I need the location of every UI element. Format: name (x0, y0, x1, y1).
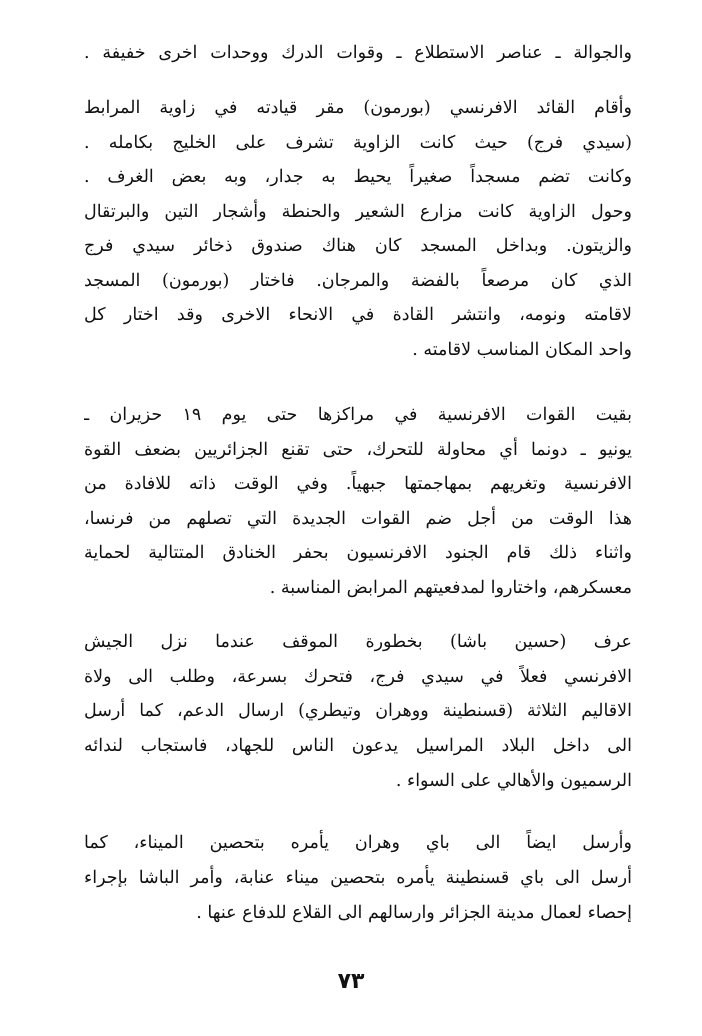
text-line: هذا الوقت من أجل ضم القوات الجديدة التي تصلهم من فرنسا، (84, 508, 632, 529)
paragraph-french-forces-positions (84, 398, 632, 605)
text-line: الرسميون والأهالي على السواء . (395, 770, 632, 791)
text-line: معسكرهم، واختاروا لمدفعيتهم المرابض المناسبة . (269, 577, 632, 598)
text-line: وأرسل ايضاً الى باي وهران يأمره بتحصين الميناء، كما (84, 833, 632, 853)
continuation-line: والجوالة ـ عناصر الاستطلاع ـ وقوات الدرك ووحدات اخرى خفيفة . (84, 43, 632, 63)
text-line: وأقام القائد الافرنسي (بورمون) مقر قيادته في زاوية المرابط (84, 98, 632, 118)
paragraph-bourmont-headquarters (84, 91, 632, 367)
text-line: أرسل الى باي قسنطينة يأمره بتحصين ميناء عنابة، وأمر الباشا بإجراء (84, 868, 632, 888)
text-line: (سيدي فرج) حيث كانت الزاوية تشرف على الخليج بكامله . (84, 132, 632, 153)
text-line: واحد المكان المناسب لاقامته . (412, 339, 632, 360)
paragraph-hussein-pasha-response (84, 625, 632, 798)
text-line: الافرنسية وتغريهم بمهاجمتها جبهياً. وفي الوقت ذاته للافادة من (84, 474, 632, 494)
text-line: عرف (حسين باشا) بخطورة الموقف عندما نزل الجيش (84, 632, 632, 652)
text-line: إحصاء لعمال مدينة الجزائر وارسالهم الى القلاع للدفاع عنها . (196, 903, 632, 923)
text-line: بقيت القوات الافرنسية في مراكزها حتى يوم ١٩ حزيران ـ (84, 405, 632, 425)
paragraph-port-fortification (84, 826, 632, 931)
text-line: لاقامته ونومه، وانتشر القادة في الانحاء الاخرى وقد اختار كل (84, 305, 632, 325)
text-line: الافرنسي فعلاً في سيدي فرج، فتحرك بسرعة، وطلب الى ولاة (84, 666, 632, 687)
text-line: وكانت تضم مسجداً صغيراً يحيط به جدار، وبه بعض الغرف . (84, 167, 632, 187)
text-line: واثناء ذلك قام الجنود الافرنسيون بحفر الخنادق المتتالية لحماية (84, 543, 632, 563)
page-number: ٧٣ (337, 969, 365, 994)
text-line: الذي كان مرصعاً بالفضة والمرجان. فاختار (بورمون) المسجد (84, 270, 632, 291)
text-line: والزيتون. وبداخل المسجد كان هناك صندوق ذخائر سيدي فرج (84, 236, 632, 256)
text-line: يونيو ـ دونما أي محاولة للتحرك، حتى تقنع الجزائريين بضعف القوة (84, 439, 632, 460)
text-line: الى داخل البلاد المراسيل يدعون الناس للجهاد، فاستجاب لندائه (84, 736, 632, 757)
text-line: وحول الزاوية كانت مزارع الشعير والحنطة وأشجار التين والبرتقال (84, 201, 632, 222)
text-line: الاقاليم الثلاثة (قسنطينة ووهران وتيطري) ارسال الدعم، كما أرسل (84, 701, 632, 722)
